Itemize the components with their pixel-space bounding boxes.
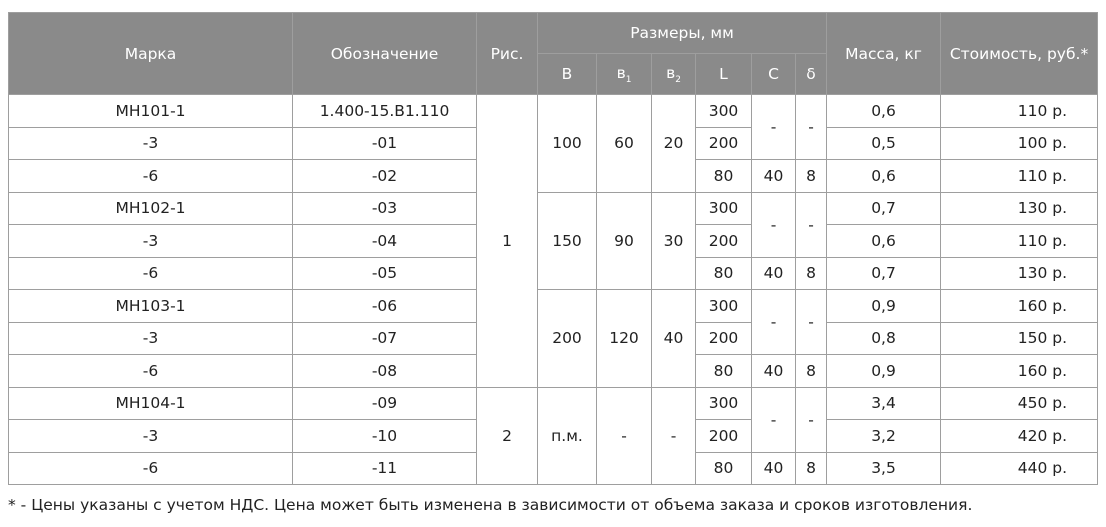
cell-mass: 0,7 — [827, 257, 941, 290]
cell-designation: -01 — [293, 127, 477, 160]
cell-b2: 40 — [652, 290, 696, 388]
cell-C: - — [752, 290, 796, 355]
cell-B: 200 — [538, 290, 597, 388]
cell-price: 130 р. — [941, 257, 1098, 290]
cell-B: 100 — [538, 95, 597, 193]
cell-mark: -6 — [9, 452, 293, 485]
cell-L: 200 — [696, 322, 752, 355]
cell-b2: 20 — [652, 95, 696, 193]
cell-fig: 1 — [477, 95, 538, 388]
cell-designation: -02 — [293, 160, 477, 193]
cell-price: 160 р. — [941, 290, 1098, 323]
col-mass-header: Масса, кг — [827, 13, 941, 95]
cell-designation: -08 — [293, 355, 477, 388]
cell-price: 440 р. — [941, 452, 1098, 485]
cell-L: 80 — [696, 160, 752, 193]
cell-L: 200 — [696, 225, 752, 258]
cell-delta: 8 — [796, 160, 827, 193]
cell-mass: 0,9 — [827, 355, 941, 388]
col-mark-header: Марка — [9, 13, 293, 95]
col-delta-header: δ — [796, 54, 827, 95]
cell-b2: 30 — [652, 192, 696, 290]
cell-mass: 0,6 — [827, 160, 941, 193]
cell-price: 420 р. — [941, 420, 1098, 453]
cell-mass: 3,4 — [827, 387, 941, 420]
table-row — [9, 95, 1098, 128]
cell-L: 300 — [696, 95, 752, 128]
header-row-1 — [9, 13, 1098, 54]
cell-mass: 3,5 — [827, 452, 941, 485]
cell-C: - — [752, 387, 796, 452]
cell-L: 200 — [696, 420, 752, 453]
cell-designation: -03 — [293, 192, 477, 225]
cell-delta: 8 — [796, 452, 827, 485]
table-row — [9, 290, 1098, 323]
col-b2-header — [652, 54, 696, 95]
col-designation-header: Обозначение — [293, 13, 477, 95]
cell-designation: -07 — [293, 322, 477, 355]
cell-mark: -3 — [9, 420, 293, 453]
cell-mark: -6 — [9, 257, 293, 290]
cell-price: 450 р. — [941, 387, 1098, 420]
cell-price: 110 р. — [941, 95, 1098, 128]
col-dims-header: Размеры, мм — [538, 13, 827, 54]
cell-price: 110 р. — [941, 160, 1098, 193]
spec-table — [8, 12, 1098, 485]
table-row — [9, 192, 1098, 225]
cell-b1: 60 — [597, 95, 652, 193]
col-L-header: L — [696, 54, 752, 95]
cell-C: 40 — [752, 355, 796, 388]
cell-b1: - — [597, 387, 652, 485]
cell-mark: -3 — [9, 225, 293, 258]
cell-delta: 8 — [796, 257, 827, 290]
cell-mark: МН104-1 — [9, 387, 293, 420]
cell-mark: -6 — [9, 355, 293, 388]
cell-designation: -10 — [293, 420, 477, 453]
cell-mass: 0,5 — [827, 127, 941, 160]
table-row — [9, 387, 1098, 420]
cell-L: 300 — [696, 192, 752, 225]
cell-L: 300 — [696, 290, 752, 323]
cell-L: 80 — [696, 355, 752, 388]
cell-mass: 0,6 — [827, 225, 941, 258]
cell-mass: 0,9 — [827, 290, 941, 323]
cell-designation: 1.400-15.В1.110 — [293, 95, 477, 128]
cell-delta: - — [796, 192, 827, 257]
cell-delta: - — [796, 387, 827, 452]
cell-C: - — [752, 95, 796, 160]
cell-delta: 8 — [796, 355, 827, 388]
cell-L: 80 — [696, 257, 752, 290]
cell-L: 80 — [696, 452, 752, 485]
b1-label: в — [616, 63, 626, 82]
cell-mark: -6 — [9, 160, 293, 193]
cell-mass: 0,8 — [827, 322, 941, 355]
price-footnote: * - Цены указаны с учетом НДС. Цена может быть изменена в зависимости от объема заказа и сроков изготовления. — [8, 496, 973, 514]
cell-delta: - — [796, 95, 827, 160]
cell-L: 300 — [696, 387, 752, 420]
cell-mass: 3,2 — [827, 420, 941, 453]
col-b1-header — [597, 54, 652, 95]
cell-price: 100 р. — [941, 127, 1098, 160]
cell-designation: -11 — [293, 452, 477, 485]
cell-delta: - — [796, 290, 827, 355]
cell-B: п.м. — [538, 387, 597, 485]
cell-price: 130 р. — [941, 192, 1098, 225]
cell-mark: МН102-1 — [9, 192, 293, 225]
cell-C: - — [752, 192, 796, 257]
cell-mass: 0,6 — [827, 95, 941, 128]
b1-subscript: 1 — [625, 74, 632, 85]
col-B-header: B — [538, 54, 597, 95]
cell-fig: 2 — [477, 387, 538, 485]
col-C-header: C — [752, 54, 796, 95]
cell-B: 150 — [538, 192, 597, 290]
cell-mark: МН103-1 — [9, 290, 293, 323]
cell-b2: - — [652, 387, 696, 485]
cell-C: 40 — [752, 160, 796, 193]
cell-L: 200 — [696, 127, 752, 160]
cell-mass: 0,7 — [827, 192, 941, 225]
cell-price: 150 р. — [941, 322, 1098, 355]
cell-price: 160 р. — [941, 355, 1098, 388]
col-cost-header: Стоимость, руб.* — [941, 13, 1098, 95]
cell-mark: -3 — [9, 322, 293, 355]
cell-designation: -04 — [293, 225, 477, 258]
cell-designation: -06 — [293, 290, 477, 323]
col-fig-header: Рис. — [477, 13, 538, 95]
b2-label: в — [666, 63, 676, 82]
cell-b1: 90 — [597, 192, 652, 290]
cell-mark: -3 — [9, 127, 293, 160]
cell-C: 40 — [752, 452, 796, 485]
cell-designation: -09 — [293, 387, 477, 420]
cell-designation: -05 — [293, 257, 477, 290]
cell-price: 110 р. — [941, 225, 1098, 258]
b2-subscript: 2 — [675, 74, 681, 85]
cell-mark: МН101-1 — [9, 95, 293, 128]
cell-C: 40 — [752, 257, 796, 290]
cell-b1: 120 — [597, 290, 652, 388]
